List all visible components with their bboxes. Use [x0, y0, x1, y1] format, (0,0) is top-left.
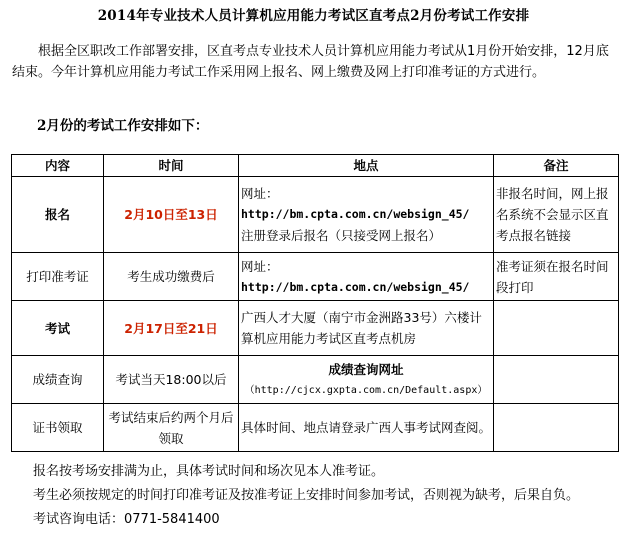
place-label: 网址：: [241, 186, 279, 201]
row-place: 具体时间、地点请登录广西人事考试网查阅。: [239, 404, 494, 452]
score-query-url-link[interactable]: （http://cjcx.gxpta.com.cn/Default.aspx）: [244, 384, 488, 396]
header-place: 地点: [239, 155, 494, 177]
row-note: [494, 356, 619, 404]
row-content: 报名: [12, 177, 104, 253]
row-time: 考试当天18:00以后: [104, 356, 239, 404]
table-row: [12, 356, 619, 404]
header-note: 备注: [494, 155, 619, 177]
header-time: 时间: [104, 155, 239, 177]
row-place: [239, 177, 494, 253]
row-time: 考生成功缴费后: [104, 253, 239, 301]
place-label: 网址：: [241, 258, 279, 274]
admission-url-link[interactable]: http://bm.cpta.com.cn/websign_45/: [241, 279, 470, 294]
table-row: [12, 301, 619, 356]
row-place: [239, 253, 494, 301]
row-note: 非报名时间，网上报名系统不会显示区直考点报名链接: [494, 177, 619, 253]
row-place: 广西人才大厦（南宁市金洲路33号）六楼计算机应用能力考试区直考点机房: [239, 301, 494, 356]
row-time: 2月10日至13日: [104, 177, 239, 253]
intro-paragraph: 根据全区职改工作部署安排，区直考点专业技术人员计算机应用能力考试从1月份开始安排，12月底结束。今年计算机应用能力考试工作采用网上报名、网上缴费及网上打印准考证的方式进行。: [12, 44, 609, 80]
row-content: 打印准考证: [12, 253, 104, 301]
table-header-row: [12, 155, 619, 177]
registration-url-link[interactable]: http://bm.cpta.com.cn/websign_45/: [241, 207, 470, 221]
page-title: 2014年专业技术人员计算机应用能力考试区直考点2月份考试工作安排: [97, 8, 530, 24]
schedule-subheading: 2月份的考试工作安排如下：: [37, 118, 209, 134]
row-note: 准考证须在报名时间段打印: [494, 253, 619, 301]
row-content: 证书领取: [12, 404, 104, 452]
row-content: 考试: [12, 301, 104, 356]
row-time: 考试结束后约两个月后领取: [104, 404, 239, 452]
score-query-title: 成绩查询网址: [328, 361, 404, 377]
row-place: [239, 356, 494, 404]
note-line: 考生必须按规定的时间打印准考证及按准考证上安排时间参加考试，否则视为缺考，后果自负。: [33, 488, 580, 503]
note-line: 报名按考场安排满为止，具体考试时间和场次见本人准考证。: [33, 464, 385, 479]
row-note: [494, 301, 619, 356]
schedule-table: [11, 154, 619, 452]
header-content: 内容: [12, 155, 104, 177]
row-note: [494, 404, 619, 452]
table-row: [12, 404, 619, 452]
place-detail: 注册登录后报名（只接受网上报名）: [241, 228, 442, 243]
footer-notes: [33, 460, 623, 532]
row-time: 2月17日至21日: [104, 301, 239, 356]
contact-phone: 考试咨询电话：0771-5841400: [33, 512, 220, 527]
table-row: [12, 177, 619, 253]
table-row: [12, 253, 619, 301]
row-content: 成绩查询: [12, 356, 104, 404]
